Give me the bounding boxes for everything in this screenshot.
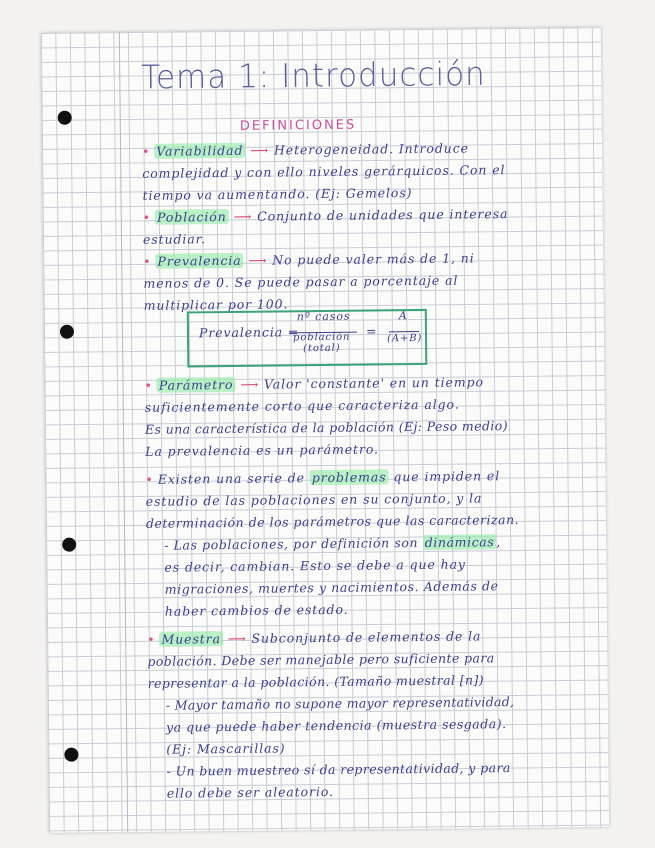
- binder-hole: [60, 325, 74, 339]
- definition-poblacion: [143, 206, 509, 225]
- definition-text: Valor 'constante' en un tiempo: [259, 374, 484, 392]
- text-line: estudio de las poblaciones en su conjunto, y la: [145, 490, 483, 509]
- formula-denominator: [293, 332, 351, 355]
- arrow-icon: ⟶: [248, 252, 268, 268]
- formula-label: Prevalencia =: [198, 324, 300, 341]
- text-line: tiempo va aumentando. (Ej: Gemelos): [142, 185, 413, 203]
- definition-text: Conjunto de unidades que interesa: [252, 206, 509, 224]
- binder-hole: [62, 538, 76, 552]
- binder-hole: [64, 748, 78, 762]
- text-line: determinación de los parámetros que las caracterizan.: [145, 511, 520, 531]
- note-text: - Las poblaciones, por definición son: [164, 534, 423, 553]
- term-highlight: Parámetro: [158, 376, 234, 393]
- text-line: - Mayor tamaño no supone mayor representatividad,: [165, 694, 515, 713]
- formula-box: [187, 309, 428, 368]
- denominator-line-2: (total): [303, 342, 341, 355]
- text-line: representar a la población. (Tamaño muestral [n]): [147, 672, 485, 691]
- bullet: •: [141, 143, 151, 159]
- term-highlight: Prevalencia: [157, 252, 242, 269]
- definition-prevalencia: [143, 250, 475, 268]
- term-highlight: Muestra: [161, 631, 221, 647]
- definition-text: Subconjunto de elementos de la: [246, 628, 482, 646]
- definition-text: No puede valer más de 1, ni: [267, 250, 475, 268]
- text-line: es decir, cambian. Esto se debe a que hay: [164, 556, 466, 575]
- arrow-icon: ⟶: [240, 376, 260, 392]
- definition-text: Heterogeneidad. Introduce: [268, 140, 469, 158]
- note-text: ,: [496, 534, 501, 550]
- binder-hole: [58, 111, 72, 125]
- text-line: Es una característica de la población (Ej: Peso medio): [144, 418, 509, 437]
- page-title: Tema 1: Introducción: [141, 55, 486, 97]
- bullet: •: [142, 209, 152, 225]
- definition-variabilidad: [142, 140, 469, 158]
- margin-line: [119, 32, 128, 832]
- section-heading: DEFINICIONES: [239, 117, 357, 134]
- bullet: •: [147, 631, 156, 647]
- note-text: Existen una serie de: [157, 470, 310, 487]
- text-line: migraciones, muertes y nacimientos. Además de: [164, 578, 499, 597]
- term-highlight: dinámicas: [424, 534, 495, 550]
- bullet: •: [143, 253, 152, 269]
- definition-muestra: [147, 628, 481, 646]
- note-text: que impiden el: [388, 468, 501, 485]
- text-line: (Ej: Mascarillas): [166, 740, 286, 757]
- text-line: complejidad y con ello niveles gerárquicos. Con el: [142, 162, 506, 181]
- text-line: La prevalencia es un parámetro.: [145, 441, 379, 459]
- text-line: multiplicar por 100.: [143, 296, 289, 313]
- arrow-icon: ⟶: [227, 630, 247, 647]
- text-line: estudiar.: [142, 231, 207, 247]
- text-line: suficientemente corto que caracteriza algo.: [144, 396, 460, 415]
- sub-note-dinamicas: [164, 534, 501, 553]
- arrow-icon: ⟶: [233, 208, 253, 224]
- denominator-line-1: población: [292, 331, 351, 344]
- note-problemas: [145, 468, 500, 487]
- text-line: población. Debe ser manejable pero suficiente para: [147, 650, 495, 669]
- text-line: menos de 0. Se puede pasar a porcentaje al: [143, 272, 459, 291]
- text-line: ya que puede haber tendencia (muestra sesgada).: [166, 716, 507, 735]
- term-highlight: Variabilidad: [156, 142, 244, 159]
- text-line: ello debe ser aleatorio.: [166, 783, 335, 801]
- formula-a-denominator: (A+B): [386, 332, 423, 345]
- term-highlight: Población: [156, 209, 227, 225]
- definition-parametro: [144, 374, 483, 393]
- arrow-icon: ⟶: [250, 142, 270, 158]
- text-line: haber cambios de estado.: [164, 601, 349, 619]
- text-line: - Un buen muestreo sí da representatividad, y para: [166, 760, 511, 779]
- bullet: •: [144, 377, 153, 393]
- notebook-page: [41, 27, 609, 833]
- equals-sign: =: [365, 323, 378, 339]
- formula-numerator: nº casos: [296, 309, 351, 324]
- term-highlight: problemas: [311, 469, 387, 486]
- bullet: •: [145, 471, 154, 487]
- formula-a-numerator: A: [398, 309, 408, 323]
